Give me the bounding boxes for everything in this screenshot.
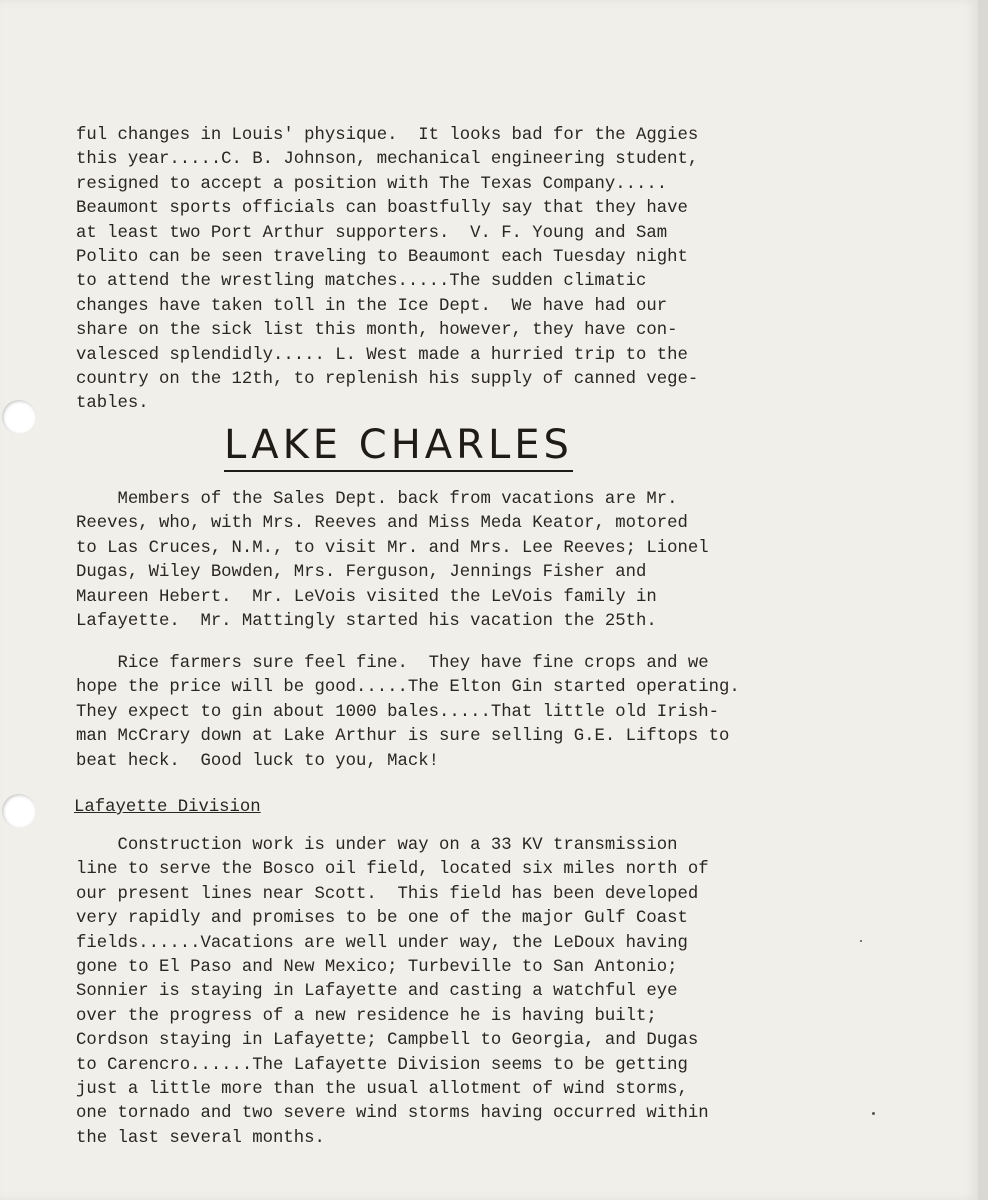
binder-hole-top (2, 400, 36, 434)
paragraph-port-arthur-news: ful changes in Louis' physique. It looks bad for the Aggies this year.....C. B. Johnson, mechanical engineering student, resigned to accept a position with The Texas Company..... Beaumont sports officials can boastfully say that they have at least two Port Arthur supporters. V. F. Young and Sam Polito can be seen traveling to Beaumont each Tuesday night to attend the wrestling matches.....The sudden climatic changes have taken toll in the Ice Dept. We have had our share on the sick list this month, however, they have con- valesced splendidly..... L. West made a hurried trip to the country on the 12th, to replenish his supply of canned vege- tables. (76, 126, 699, 414)
paper-speck (872, 1112, 875, 1115)
paragraph-sales-dept-vacations: Members of the Sales Dept. back from vacations are Mr. Reeves, who, with Mrs. Reeves and Miss Meda Keator, motored to Las Cruces, N.M., to visit Mr. and Mrs. Lee Reeves; Lionel Dugas, Wiley Bowden, Mrs. Ferguson, Jennings Fisher and Maureen Hebert. Mr. LeVois visited the LeVois family in Lafayette. Mr. Mattingly started his vacation the 25th. (76, 490, 709, 632)
paragraph-lafayette-construction: Construction work is under way on a 33 KV transmission line to serve the Bosco oil field, located six miles north of our present lines near Scott. This field has been developed very rapidly and promises to be one of the major Gulf Coast fields......Vacations are well under way, the LeDoux having gone to El Paso and New Mexico; Turbeville to San Antonio; Sonnier is staying in Lafayette and casting a watchful eye over the progress of a new residence he is having built; Cordson staying in Lafayette; Campbell to Georgia, and Dugas to Carencro......The Lafayette Division seems to be getting just a little more than the usual allotment of wind storms, one tornado and two severe wind storms having occurred within the last several months. (76, 836, 709, 1148)
subheading-lafayette-division: Lafayette Division (74, 798, 261, 817)
paper-speck (860, 940, 862, 942)
binder-hole-bottom (2, 794, 36, 828)
section-heading-lake-charles: LAKE CHARLES (224, 422, 573, 472)
paragraph-rice-farmers: Rice farmers sure feel fine. They have fine crops and we hope the price will be good.....The Elton Gin started operating. They expect to gin about 1000 bales.....That little old Irish- man McCrary down at Lake Arthur is sure selling G.E. Liftops to beat heck. Good luck to you, Mack! (76, 654, 740, 771)
